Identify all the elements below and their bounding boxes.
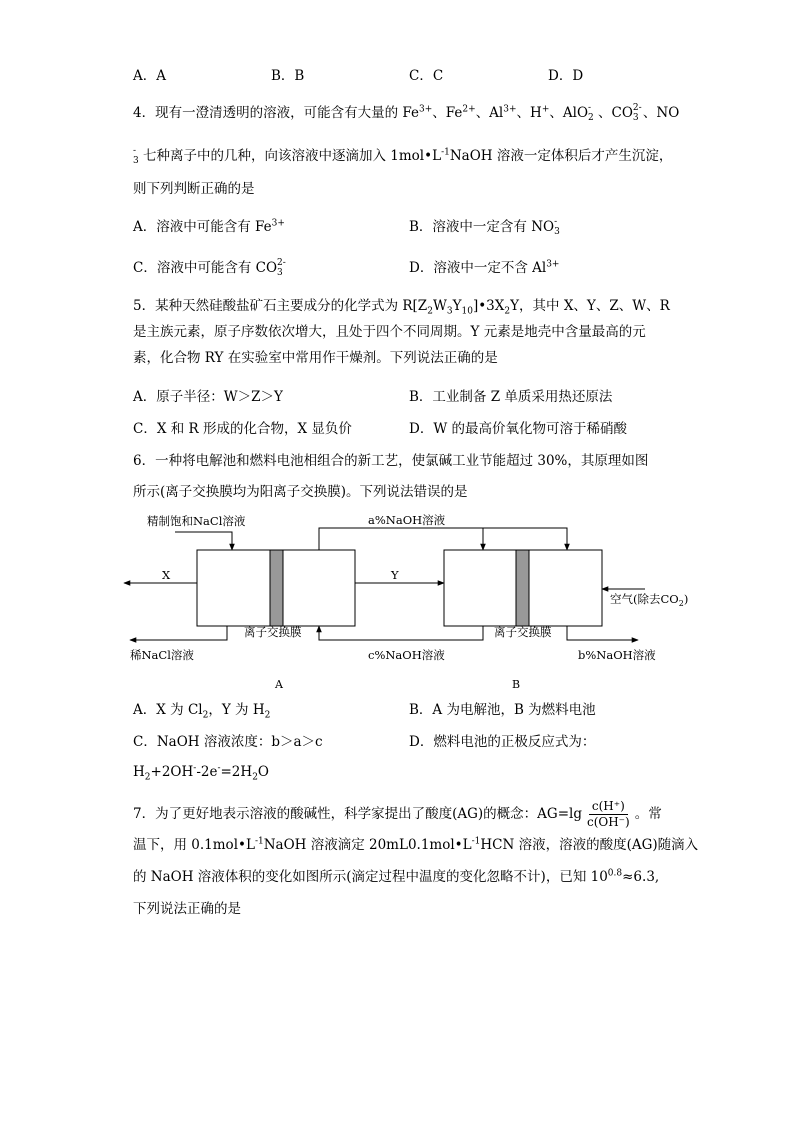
q6-option-d-equation: $H_2+2OH^--2e^-=2H_2O$ bbox=[133, 763, 269, 783]
q4-stem-line2: - 3 七种离子中的几种，向该溶液中逐滴加入 $1mol•L^{-1}NaOH$ 溶液一定体积后才产生沉淀， bbox=[133, 145, 673, 166]
q5-option-a[interactable]: A．原子半径：W＞Z＞Y bbox=[133, 389, 283, 405]
cell-a-label: A bbox=[275, 678, 283, 691]
q6-option-c[interactable]: C．NaOH 溶液浓度：b＞a＞c bbox=[133, 734, 323, 750]
q3-option-b[interactable]: B．B bbox=[271, 68, 305, 84]
feed-label: 精制饱和NaCl溶液 bbox=[147, 514, 246, 528]
q4-stem-line3: 则下列判断正确的是 bbox=[133, 181, 255, 197]
membrane-b bbox=[516, 550, 529, 626]
membrane-a bbox=[270, 550, 283, 626]
q6-stem-line2: 所示(离子交换膜均为阳离子交换膜)。下列说法错误的是 bbox=[133, 484, 468, 500]
q5-option-c[interactable]: C．X 和 R 形成的化合物，X 显负价 bbox=[133, 421, 352, 437]
q6-option-b[interactable]: B．A 为电解池，B 为燃料电池 bbox=[409, 702, 596, 718]
q6-option-d[interactable]: D．燃料电池的正极反应式为： bbox=[409, 734, 596, 750]
q6-option-a[interactable]: A．X 为 $Cl_2$，Y 为 $H_2$ bbox=[133, 702, 271, 721]
q3-option-c[interactable]: C．C bbox=[409, 68, 444, 84]
q4-option-b[interactable]: B．溶液中一定含有 NO - 3 bbox=[409, 216, 560, 237]
cell-b-label: B bbox=[512, 678, 521, 691]
q4-option-c[interactable]: C．溶液中可能含有 CO 2- 3 bbox=[133, 257, 286, 278]
x-label: X bbox=[162, 568, 171, 582]
q5-stem-line1: 5．某种天然硅酸盐矿石主要成分的化学式为 $R[Z_2W_3Y_{10}]•3X_2Y$，其中 X、Y、Z、W、R bbox=[133, 298, 670, 317]
q4-option-a[interactable]: A．溶液中可能含有 $Fe^{3+}$ bbox=[133, 218, 285, 235]
q3-option-d[interactable]: D．D bbox=[548, 68, 584, 84]
mid-naoh-label: c%NaOH溶液 bbox=[368, 648, 445, 662]
q6-stem-line1: 6．一种将电解池和燃料电池相组合的新工艺，使氯碱工业节能超过 30%，其原理如图 bbox=[133, 453, 649, 469]
q7-stem-line4: 下列说法正确的是 bbox=[133, 901, 241, 917]
q5-stem-line2: 是主族元素，原子序数依次增大，且处于四个不同周期。Y 元素是地壳中含量最高的元 bbox=[133, 324, 646, 340]
q5-option-b[interactable]: B．工业制备 Z 单质采用热还原法 bbox=[409, 389, 613, 405]
q7-stem-line1: 7．为了更好地表示溶液的酸碱性，科学家提出了酸度(AG)的概念：AG=lg $\frac{c(H^+)}{c(OH^-)}$ 。常 bbox=[133, 799, 662, 829]
q7-stem-line2: 温下，用 $0.1mol•L^{-1}NaOH$ 溶液滴定 $20mL0.1mol•L^{-1}HCN$ 溶液，溶液的酸度(AG)随滴入 bbox=[133, 836, 699, 853]
q3-option-a[interactable]: A．A bbox=[133, 68, 166, 84]
q4-option-d[interactable]: D．溶液中一定不含 $Al^{3+}$ bbox=[409, 259, 560, 276]
ag-fraction: $\frac{c(H^+)}{c(OH^-)}$ bbox=[586, 799, 630, 829]
top-naoh-label: a%NaOH溶液 bbox=[368, 513, 446, 527]
q5-option-d[interactable]: D．W 的最高价氧化物可溶于稀硝酸 bbox=[409, 421, 627, 437]
dilute-nacl-label: 稀NaCl溶液 bbox=[130, 648, 194, 662]
membrane-a-label: 离子交换膜 bbox=[244, 625, 302, 639]
membrane-b-label: 离子交换膜 bbox=[494, 625, 552, 639]
q4-stem-line1: 4．现有一澄清透明的溶液，可能含有大量的 $Fe^{3+}$、$Fe^{2+}$、$Al^{3+}$、H+、AlO - 2 、CO 2- 3 、NO bbox=[133, 102, 680, 123]
electrolysis-fuel-cell-diagram bbox=[0, 508, 794, 698]
y-label: Y bbox=[391, 568, 399, 582]
q5-stem-line3: 素，化合物 RY 在实验室中常用作干燥剂。下列说法正确的是 bbox=[133, 350, 498, 366]
out-naoh-label: b%NaOH溶液 bbox=[578, 648, 656, 662]
q7-stem-line3: 的 NaOH 溶液体积的变化如图所示(滴定过程中温度的变化忽略不计)，已知 $10^{0.8}\approx 6.3$, bbox=[133, 868, 660, 885]
air-label: 空气(除去$CO_2$) bbox=[610, 592, 689, 608]
